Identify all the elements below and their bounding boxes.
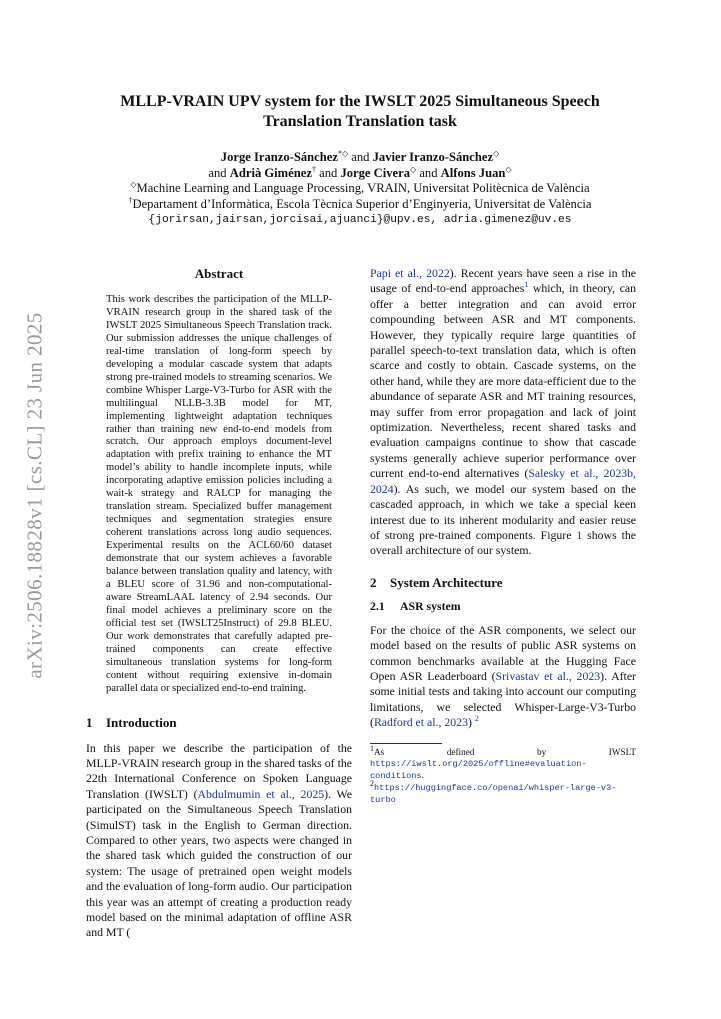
footnote-number: 2: [370, 778, 374, 788]
arxiv-identifier: arXiv:2506.18828v1 [cs.CL] 23 Jun 2025: [22, 311, 47, 679]
author-line-1: [70, 150, 650, 166]
introduction-paragraph: [86, 741, 352, 941]
subsection-title: ASR system: [400, 598, 461, 613]
section-heading-system-architecture: [370, 575, 636, 591]
section-number: 1: [86, 714, 93, 730]
citation-link[interactable]: Srivastav et al., 2023: [495, 668, 601, 683]
right-column: [370, 266, 636, 806]
abstract-heading: Abstract: [194, 266, 244, 281]
author-name: Javier Iranzo-Sánchez: [372, 150, 494, 164]
arxiv-identifier-stamp: [20, 290, 50, 700]
body-text: shows the overall architecture of our system.: [370, 527, 636, 558]
affiliation-mark: ◇: [130, 179, 137, 189]
footnote-marker[interactable]: 2: [474, 714, 479, 724]
affiliation-marks: ◇: [410, 164, 417, 174]
affiliation-marks: *◇: [337, 148, 349, 158]
footnote-marker[interactable]: 1: [524, 280, 529, 290]
citation-link[interactable]: Papi et al., 2022: [370, 266, 450, 280]
section-title: Introduction: [106, 714, 177, 730]
author-emails: {jorirsan,jairsan,jorcisai,ajuanci}@upv.es, adria.gimenez@uv.es: [148, 214, 572, 226]
subsection-heading-asr: [370, 599, 636, 613]
affiliation-text: Machine Learning and Language Processing, VRAIN, Universitat Politècnica de València: [136, 181, 590, 195]
affiliation-mark: †: [128, 195, 133, 205]
citation-link[interactable]: Salesky et al., 2023b, 2024: [370, 466, 636, 496]
body-text: ): [467, 715, 475, 730]
author-conjunction: and: [315, 165, 341, 180]
title-line-2: Translation Translation task: [263, 113, 457, 130]
abstract-text: This work describes the participation of the MLLP-VRAIN research group in the shared task of the IWSLT 2025 Simultaneous Speech Translation track. Our submission addresses the unique challenges of real-time translation of long-form speech by developing a modular cascade system that adapts strong pre-trained models to streaming scenarios. We combine Whisper Large-V3-Turbo for ASR with the multilingual NLLB-3.3B model for MT, implementing lightweight adaptation techniques rather than training new end-to-end models from scratch. Our approach employs document-level adaptation with prefix training to enhance the MT model’s ability to handle incomplete inputs, while incorporating adaptive emission policies including a wait-k strategy and RALCP for managing the translation stream. Specialized buffer management techniques and segmentation strategies ensure coherent translations across long audio sequences. Experimental results on the ACL60/60 dataset demonstrate that our system achieves a favorable balance between translation quality and latency, with a BLEU score of 31.96 and non-computational-aware StreamLAAL latency of 2.94 seconds. Our final model achieves a preliminary score on the official test set (IWSLT25Instruct) of 29.8 BLEU. Our work demonstrates that carefully adapted pre-trained components can create effective simultaneous translation systems for long-form content without requiring extensive in-domain parallel data or specialized end-to-end training.: [106, 294, 332, 694]
footnote-2: [370, 778, 636, 806]
subsection-number: 2.1: [370, 598, 385, 613]
footnote-text: As defined by IWSLT: [374, 746, 636, 757]
citation-link[interactable]: Abdulmumin et al., 2025: [197, 786, 325, 801]
title-line-1: MLLP-VRAIN UPV system for the IWSLT 2025 Simultaneous Speech: [120, 93, 600, 110]
section-heading-introduction: [86, 715, 352, 731]
body-text: For the choice of the ASR components, we select our model based on the results of public ASR systems on common benchmarks available at the Hugging Face Open ASR Leaderboard (: [370, 622, 636, 683]
affiliation-text: Departament d’Informàtica, Escola Tècnica Superior d’Enginyeria, Universitat de València: [132, 196, 592, 211]
author-conjunction: and: [348, 150, 373, 164]
body-text: ). We participated on the Simultaneous Speech Translation (SimulST) task in the English to German direction. Compared to other years, two aspects were changed in the shared task which guided the construction of our system: The usage of pretrained open weight models and the evaluation of long-form audio. Our participation this year was an attempt of creating a production ready model based on the minimal adaptation of offline ASR and MT (: [86, 786, 353, 940]
figure-reference-link[interactable]: 1: [576, 527, 583, 542]
citation-link[interactable]: Radford et al., 2023: [373, 715, 468, 730]
affiliation-marks: †: [311, 164, 316, 174]
body-text: ). As such, we model our system based on the cascaded approach, in which we take a special keen interest due to its inherent modularity and easier reuse of strong pre-trained components. Figure: [370, 481, 636, 542]
footnote-divider: [370, 743, 442, 744]
author-list: [70, 150, 650, 181]
author-conjunction: and: [208, 165, 230, 180]
body-text: which, in theory, can offer a better integration and can avoid error compounding between ASR and MT components. However, they typically require large quantities of parallel speech-to-text translation data, which is often scarce and costly to obtain. Cascade systems, on the other hand, while they are more data-efficient due to the abundance of separate ASR and MT training resources, may suffer from error propagation and lack of joint optimization. Nevertheless, recent shared tasks and evaluation campaigns continue to show that cascade systems generally achieve superior performance over current end-to-end alternatives (: [370, 281, 636, 481]
author-name: Jorge Civera: [340, 165, 411, 180]
footnote-1: [370, 743, 636, 782]
footnote-number: 1: [370, 743, 374, 753]
body-text: ). After some initial tests and taking into account our computing limitations, we selected Whisper-Large-V3-Turbo (: [370, 668, 636, 730]
left-column: [86, 266, 352, 941]
footnote-url[interactable]: https://huggingface.co/openai/whisper-large-v3-turbo: [370, 782, 617, 805]
introduction-paragraph-continued: [370, 266, 636, 559]
section-title: System Architecture: [390, 574, 503, 590]
body-text: In this paper we describe the participation of the MLLP-VRAIN research group in the shared tasks of the 22th International Conference on Spoken Language Translation (IWSLT) (: [86, 740, 352, 801]
affiliation-marks: ◇: [505, 164, 512, 174]
body-text: ). Recent years have seen a rise in the usage of end-to-end approaches: [370, 266, 637, 296]
author-name: Adrià Giménez: [229, 165, 312, 180]
author-conjunction: and: [416, 165, 441, 180]
affiliation-1: [70, 181, 650, 197]
paper-header: [70, 92, 650, 228]
section-number: 2: [370, 574, 377, 590]
affiliation-marks: ◇: [493, 148, 500, 158]
author-name: Alfons Juan: [440, 165, 506, 180]
affiliation-2: [70, 197, 650, 213]
footnote-text: .: [421, 769, 424, 780]
author-line-2: [70, 166, 650, 182]
footnote-url[interactable]: https://iwslt.org/2025/offline#evaluation-conditions: [370, 758, 587, 781]
asr-paragraph: [370, 623, 636, 731]
paper-title: [70, 92, 650, 132]
author-name: Jorge Iranzo-Sánchez: [220, 150, 338, 164]
